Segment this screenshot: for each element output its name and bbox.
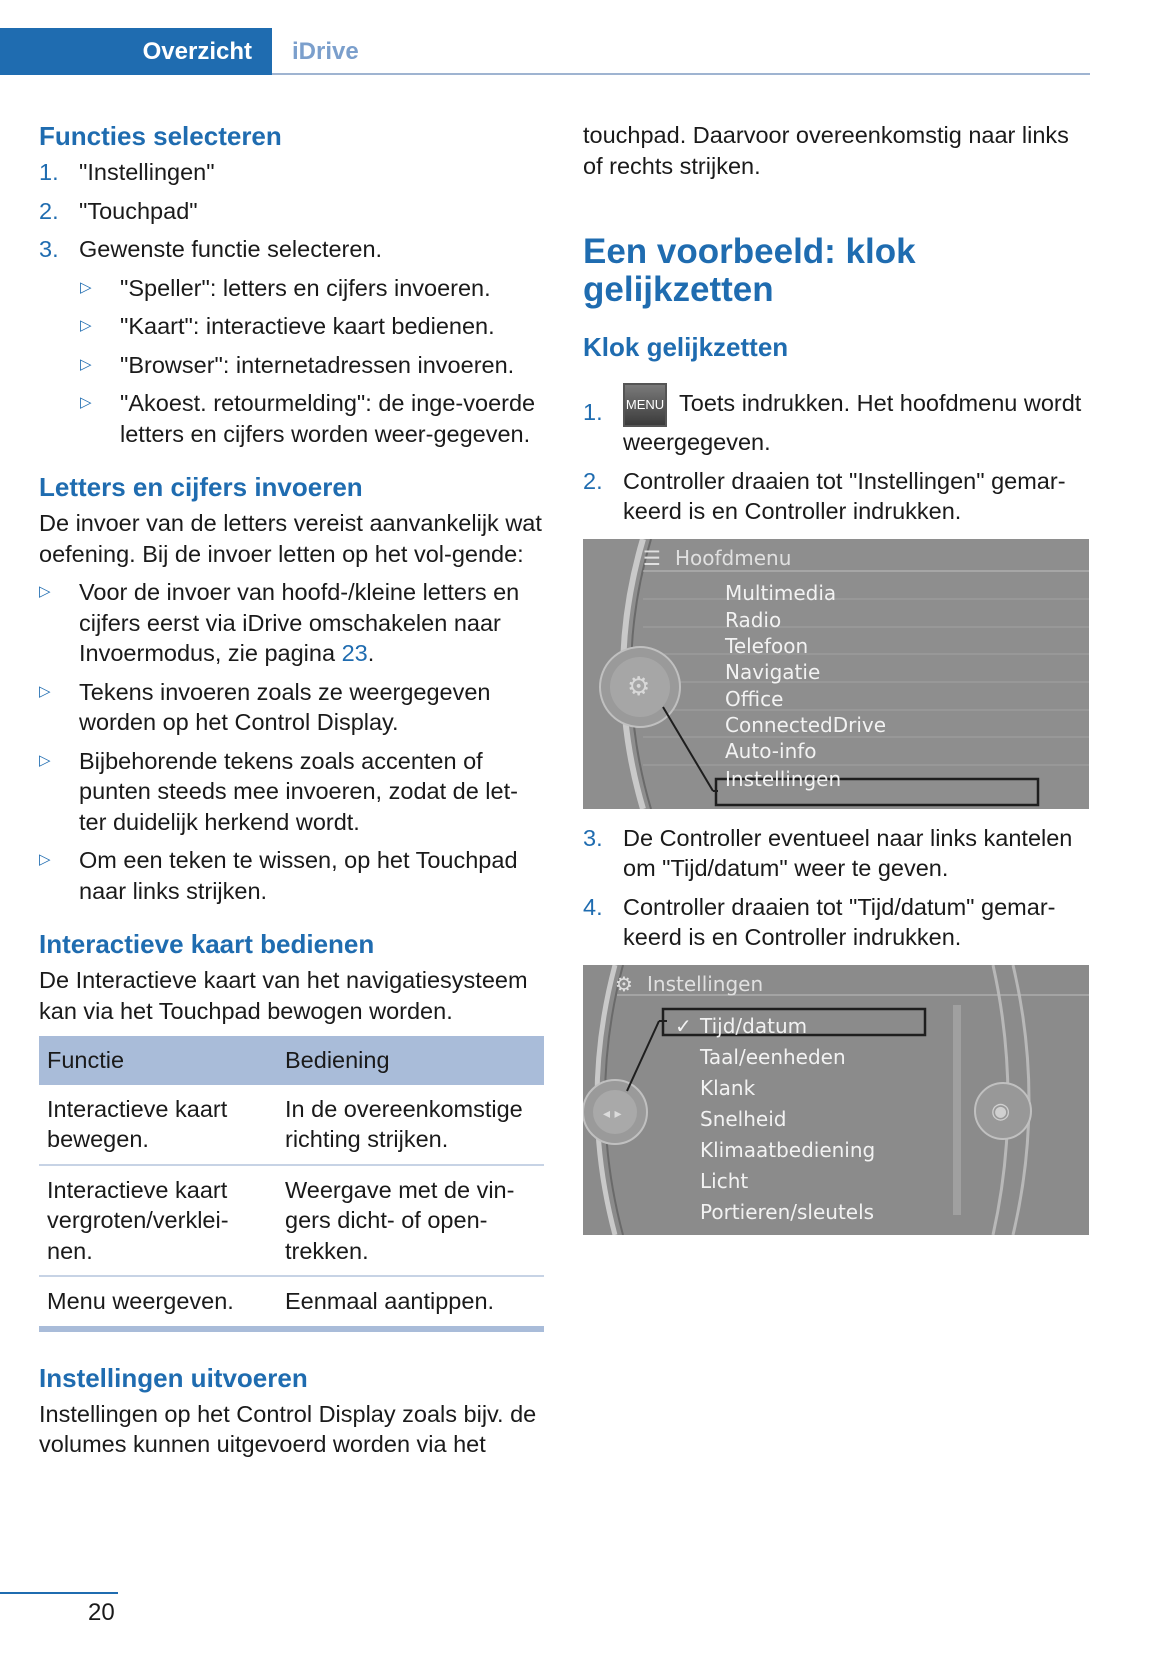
menu-item-klimaatbediening[interactable]: Klimaatbediening bbox=[700, 1137, 876, 1162]
control-table bbox=[39, 1036, 544, 1332]
continued-text: touchpad. Daarvoor overeenkomstig naar links of rechts strijken. bbox=[583, 122, 1069, 179]
bullet-item bbox=[80, 388, 544, 449]
step-number: 4. bbox=[583, 893, 603, 920]
step-text: Gewenste functie selecteren. bbox=[79, 236, 383, 262]
section-title-letters: Letters en cijfers invoeren bbox=[39, 472, 363, 502]
menu-item-instellingen-selected[interactable]: Instellingen bbox=[725, 766, 842, 791]
triangle-bullet-icon: ▷ bbox=[80, 278, 92, 296]
bullet-text: "Speller": letters en cijfers invoeren. bbox=[120, 274, 491, 301]
menu-item-taal-eenheden[interactable]: Taal/eenheden bbox=[700, 1044, 846, 1069]
numbered-step bbox=[39, 234, 544, 265]
table-cell: Weergave met de vin-gers dicht- of open-trekken. bbox=[277, 1165, 544, 1277]
list-icon: ☰ bbox=[643, 545, 661, 570]
section-intro: De Interactieve kaart van het navigatiesysteem kan via het Touchpad bewogen worden. bbox=[39, 967, 528, 1024]
screen-background bbox=[583, 965, 1089, 1235]
bullet-text: Om een teken te wissen, op het Touchpad naar links strijken. bbox=[79, 847, 518, 904]
step-number: 3. bbox=[39, 236, 59, 262]
menu-item-klank[interactable]: Klank bbox=[700, 1075, 756, 1100]
triangle-bullet-icon: ▷ bbox=[39, 851, 51, 868]
bullet-item bbox=[39, 677, 544, 738]
step-text: Controller draaien tot "Instellingen" gemar-keerd is en Controller indrukken. bbox=[623, 467, 1066, 524]
header-section: Overzicht bbox=[142, 37, 252, 65]
sub-bullet-list bbox=[39, 273, 544, 450]
numbered-step bbox=[583, 823, 1091, 884]
menu-item-multimedia[interactable]: Multimedia bbox=[725, 580, 837, 605]
table-cell: In de overeenkomstige richting strijken. bbox=[277, 1085, 544, 1165]
table-cell: Menu weergeven. bbox=[39, 1276, 277, 1329]
check-icon: ✓ bbox=[675, 1013, 692, 1038]
gear-icon: ⚙ bbox=[627, 671, 651, 702]
table-row bbox=[39, 1276, 544, 1329]
menu-item-tijd-datum-selected[interactable]: Tijd/datum bbox=[700, 1013, 808, 1038]
bullet-text-main: Voor de invoer van hoofd-/kleine letters en cijfers eerst via iDrive omschakelen naar Invoermodus, zie pagina bbox=[79, 579, 520, 666]
table-row bbox=[39, 1085, 544, 1165]
triangle-bullet-icon: ▷ bbox=[39, 583, 51, 600]
bullet-text: Tekens invoeren zoals ze weergegeven worden op het Control Display. bbox=[79, 678, 491, 735]
triangle-bullet-icon: ▷ bbox=[80, 355, 92, 373]
menu-item-snelheid[interactable]: Snelheid bbox=[700, 1106, 787, 1131]
step-number: 1. bbox=[39, 159, 59, 185]
step-text: "Instellingen" bbox=[79, 159, 215, 185]
table-header-row bbox=[39, 1036, 544, 1085]
menu-item-telefoon[interactable]: Telefoon bbox=[725, 633, 809, 658]
bullet-item bbox=[80, 350, 544, 381]
bullet-item bbox=[80, 273, 544, 304]
subsection-title: Klok gelijkzetten bbox=[583, 332, 789, 362]
numbered-step bbox=[39, 157, 544, 188]
triangle-bullet-icon: ▷ bbox=[80, 394, 92, 411]
bullet-text: "Kaart": interactieve kaart bedienen. bbox=[120, 313, 495, 339]
section-text: Instellingen op het Control Display zoals bijv. de volumes kunnen uitgevoerd worden via het bbox=[39, 1400, 537, 1457]
idrive-screen-instellingen bbox=[583, 965, 1089, 1235]
idrive-screen-hoofdmenu bbox=[583, 539, 1089, 809]
numbered-step bbox=[583, 383, 1091, 458]
triangle-bullet-icon: ▷ bbox=[39, 682, 51, 700]
step-number: 3. bbox=[583, 824, 603, 851]
triangle-bullet-icon: ▷ bbox=[39, 751, 51, 769]
step-number: 1. bbox=[583, 399, 603, 425]
bullet-item bbox=[39, 746, 544, 838]
menu-item-licht[interactable]: Licht bbox=[700, 1168, 749, 1193]
example-title: Een voorbeeld: klok gelijkzetten bbox=[583, 232, 916, 309]
page-link[interactable]: 23 bbox=[341, 640, 368, 666]
numbered-step bbox=[583, 892, 1091, 953]
bullet-item bbox=[39, 845, 544, 906]
footer-divider bbox=[0, 1592, 118, 1594]
header-section-tab bbox=[0, 28, 272, 75]
screen-header: Instellingen bbox=[647, 971, 764, 996]
bullet-text-end: . bbox=[367, 640, 375, 666]
section-title-functies: Functies selecteren bbox=[39, 121, 282, 151]
menu-item-portieren-sleutels[interactable]: Portieren/sleutels bbox=[700, 1199, 875, 1224]
bullet-text: "Akoest. retourmelding": de inge-voerde letters en cijfers worden weer-gegeven. bbox=[120, 390, 536, 447]
triangle-bullet-icon: ▷ bbox=[80, 317, 92, 334]
step-number: 2. bbox=[583, 467, 603, 494]
step-text: "Touchpad" bbox=[79, 197, 198, 224]
menu-item-auto-info[interactable]: Auto-info bbox=[725, 738, 817, 763]
step-text: De Controller eventueel naar links kantelen om "Tijd/datum" weer te geven. bbox=[623, 824, 1073, 881]
step-text bbox=[623, 383, 1091, 458]
table-header: Functie bbox=[39, 1036, 277, 1085]
section-title-kaart: Interactieve kaart bedienen bbox=[39, 929, 375, 959]
header-divider bbox=[272, 73, 1090, 75]
menu-key-icon: MENU bbox=[623, 383, 667, 427]
step-text: Controller draaien tot "Tijd/datum" gemar-keerd is en Controller indrukken. bbox=[623, 893, 1056, 950]
bullet-item bbox=[39, 577, 544, 669]
table-cell: Interactieve kaart bewegen. bbox=[39, 1085, 277, 1165]
numbered-step bbox=[583, 466, 1091, 527]
screen-header: Hoofdmenu bbox=[675, 545, 792, 570]
menu-item-connecteddrive[interactable]: ConnectedDrive bbox=[725, 712, 887, 737]
step-text-main: Toets indrukken. Het hoofdmenu wordt weergegeven. bbox=[623, 390, 1082, 455]
right-column bbox=[583, 120, 1091, 1235]
bullet-text bbox=[79, 577, 544, 669]
section-title-instellingen: Instellingen uitvoeren bbox=[39, 1362, 308, 1393]
left-right-arrows-icon: ◂ ▸ bbox=[603, 1105, 622, 1122]
page-number: 20 bbox=[88, 1599, 115, 1626]
bullet-item bbox=[80, 311, 544, 342]
bullet-text: "Browser": internetadressen invoeren. bbox=[120, 351, 515, 378]
section-intro: De invoer van de letters vereist aanvankelijk wat oefening. Bij de invoer letten op het vol-gende: bbox=[39, 510, 542, 567]
table-cell: Interactieve kaart vergroten/verklei-nen. bbox=[39, 1165, 277, 1277]
table-header: Bediening bbox=[277, 1036, 544, 1085]
table-cell: Eenmaal aantippen. bbox=[277, 1276, 544, 1329]
speaker-icon: ◉ bbox=[991, 1098, 1011, 1124]
menu-item-radio[interactable]: Radio bbox=[725, 607, 782, 632]
menu-item-navigatie[interactable]: Navigatie bbox=[725, 659, 821, 684]
header-subsection: iDrive bbox=[292, 37, 359, 65]
bullet-text: Bijbehorende tekens zoals accenten of punten steeds mee invoeren, zodat de let-ter duidelijk herkend wordt. bbox=[79, 747, 518, 835]
menu-item-office[interactable]: Office bbox=[725, 686, 784, 711]
numbered-step bbox=[39, 196, 544, 227]
left-column bbox=[39, 120, 544, 1460]
step-number: 2. bbox=[39, 197, 59, 224]
gear-icon: ⚙ bbox=[615, 971, 633, 996]
table-row bbox=[39, 1165, 544, 1277]
